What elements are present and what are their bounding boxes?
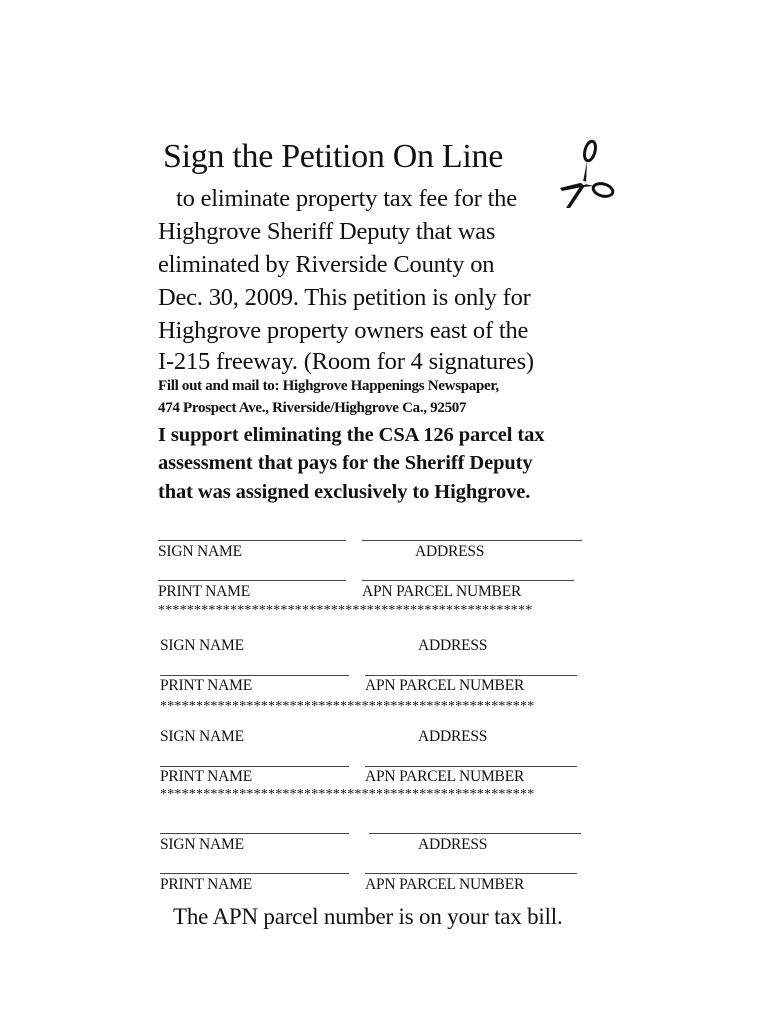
separator: **************************************************** — [160, 787, 535, 802]
apn-line[interactable] — [365, 766, 577, 767]
print-name-line[interactable] — [160, 873, 349, 874]
mail-address: 474 Prospect Ave., Riverside/Highgrove Ca., 92507 — [158, 400, 467, 416]
sign-name-label: SIGN NAME — [160, 728, 244, 745]
apn-label: APN PARCEL NUMBER — [362, 583, 522, 600]
sign-name-label: SIGN NAME — [160, 836, 244, 853]
sign-name-line[interactable] — [160, 833, 349, 834]
apn-line[interactable] — [362, 580, 574, 581]
address-line[interactable] — [369, 833, 581, 834]
address-label: ADDRESS — [415, 543, 485, 560]
sign-name-line[interactable] — [158, 540, 346, 541]
apn-label: APN PARCEL NUMBER — [365, 677, 525, 694]
print-name-line[interactable] — [158, 580, 346, 581]
intro-line: Dec. 30, 2009. This petition is only for — [158, 284, 531, 311]
sign-name-label: SIGN NAME — [158, 543, 242, 560]
print-name-line[interactable] — [160, 766, 349, 767]
support-statement: that was assigned exclusively to Highgrove. — [158, 481, 531, 503]
intro-line: Highgrove Sheriff Deputy that was — [158, 218, 496, 245]
page-title: Sign the Petition On Line — [163, 138, 504, 175]
support-statement: assessment that pays for the Sheriff Deputy — [158, 452, 533, 474]
apn-line[interactable] — [365, 873, 577, 874]
support-statement: I support eliminating the CSA 126 parcel tax — [158, 424, 545, 446]
apn-label: APN PARCEL NUMBER — [365, 768, 525, 785]
intro-line: eliminated by Riverside County on — [158, 251, 495, 278]
print-name-label: PRINT NAME — [160, 768, 253, 785]
intro-line: to eliminate property tax fee for the — [176, 185, 517, 212]
separator: **************************************************** — [160, 699, 535, 714]
mail-instructions: Fill out and mail to: Highgrove Happenings Newspaper, — [158, 378, 499, 394]
footer-note: The APN parcel number is on your tax bill. — [173, 904, 563, 929]
print-name-label: PRINT NAME — [160, 876, 253, 893]
print-name-line[interactable] — [160, 675, 349, 676]
separator: **************************************************** — [158, 603, 533, 618]
apn-line[interactable] — [365, 675, 577, 676]
address-label: ADDRESS — [418, 637, 488, 654]
address-line[interactable] — [362, 540, 582, 541]
intro-line: I-215 freeway. (Room for 4 signatures) — [158, 348, 534, 375]
address-label: ADDRESS — [418, 836, 488, 853]
sign-name-label: SIGN NAME — [160, 637, 244, 654]
intro-line: Highgrove property owners east of the — [158, 317, 529, 344]
print-name-label: PRINT NAME — [160, 677, 253, 694]
print-name-label: PRINT NAME — [158, 583, 251, 600]
apn-label: APN PARCEL NUMBER — [365, 876, 525, 893]
address-label: ADDRESS — [418, 728, 488, 745]
scissors-icon — [556, 138, 616, 212]
